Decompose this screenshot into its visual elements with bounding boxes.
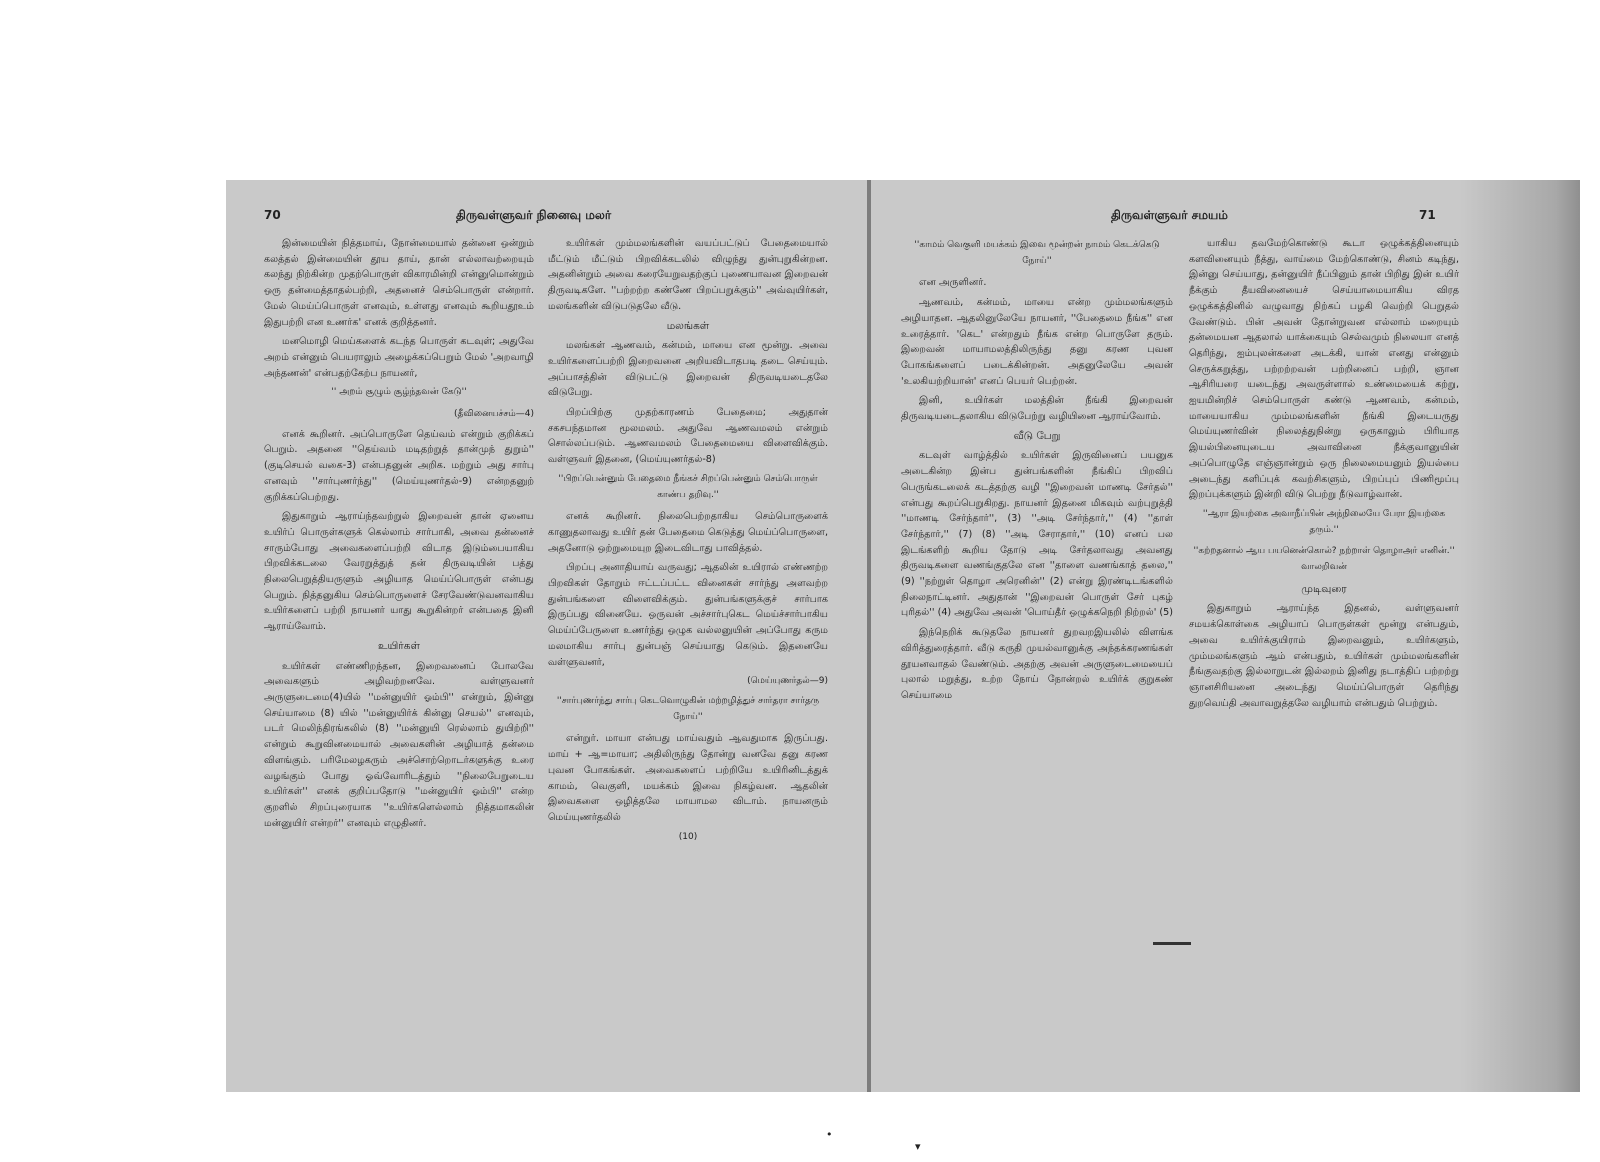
paragraph: என அருளினர். — [919, 277, 987, 289]
paragraph: எனக் கூறினர். அப்பொருளே தெய்வம் என்றும் குறிக்கப் பெறும். அதனை ''தெய்வம் மடிதற்றுத் தான்முந் துறும்'' (குடிசெயல் வகை-3) என்பதனுன் அறிக. மற்றும் அது சார்பு எனவும் ''சார்புணர்ந்து'' (மெய்யுணர்தல்-9) என்றதனுற் குறிக்கப்பெற்றது. — [264, 428, 534, 503]
section-heading: வீடு பேறு — [1013, 429, 1061, 442]
paragraph: எனக் கூறினர். நிலைபெற்றதாகிய செம்பொருளைக் காணுதலாவது உயிர் தன் பேதைமை கெடுத்து மெய்ப்பொருளை, அதனோடு ஒற்றுமையுற இடைவிடாது பாவித்தல். — [548, 511, 828, 554]
page-number-right: 71 — [1419, 208, 1436, 222]
right-page — [871, 180, 1580, 1092]
paragraph: என்றுர். மாயா என்பது மாய்வதும் ஆவதுமாக இருப்பது. மாய் + ஆ=மாயா; அதிலிருந்து தோன்று வனவே தனு கரண புவன போகங்கள். அவைகளைப் பற்றியே உயிரினிடத்துக் காமம், வெகுளி, மயக்கம் இவை நிகழ்வன. ஆதலின் இவைகளை ஒழித்தலே மாயாமல விடாம். நாயனரும் மெய்யுணர்தலில் — [548, 733, 828, 823]
running-header-left: திருவள்ளுவர் நினைவு மலர் — [456, 208, 612, 222]
paragraph: ஆணவம், கன்மம், மாயை என்ற மும்மலங்களும் அழியாதன. ஆதலினுலேயே நாயனர், ''பேதைமை நீங்க'' என உரைத்தார். 'கெட' என்றதும் நீங்க என்ற பொருளே தரும். இறைவன் மாயாமலத்திலிருந்து தனு கரண புவன போகங்களைப் படைக்கின்றன். அதனுலேயே அவன் 'உலகியற்றியான்' எனப் பெயர் பெற்றன். — [901, 297, 1173, 387]
page-number-left: 70 — [264, 208, 281, 222]
scan-speck: ▾ — [915, 1140, 921, 1153]
quotation: ''பிறப்பென்னும் பேதைமை நீங்கச் சிறப்பென்னும் செம்பொருள் காண்ப தறிவு.'' — [558, 473, 818, 500]
section-heading: உயிர்கள் — [378, 639, 420, 652]
paragraph: இதுகாறும் ஆராய்ந்தவற்றுல் இறைவன் தான் ஏனைய உயிர்ப் பொருள்களுக் கெல்லாம் சார்பாகி, அவை தன்னைச் சாரும்போது அவைகளைப்பற்றி விடாத இடும்பையாகிய பிறவிக்கடலை வேரறுத்துத் தன் திருவடியின் பத்து நிலைபெறுத்தியருளும் அழியாத மெய்ப்பொருள் என்பது பெறும். நித்தனுகிய செம்பொருளைச் சேரவேண்டுவனவாகிய உயிர்களைப் பற்றி நாயனர் யாது கூறுகின்றர் என்பதை இனி ஆராய்வோம். — [264, 511, 534, 633]
left-page — [226, 180, 871, 1092]
quotation: ''ஆரா இயற்கை அவாநீப்பின் அந்நிலையே பேரா இயற்கை தரும்.'' — [1202, 508, 1446, 535]
quotation: '' அறம் சூழும் சூழ்ந்தவன் கேடு'' — [331, 387, 467, 398]
paragraph: உயிர்கள் எண்ணிறந்தன, இறைவனைப் போலவே அவைகளும் அழிவற்றனவே. வள்ளுவனர் அருளுடைமை(4)யில் ''மன்னுயிர் ஓம்பி'' என்றும், இன்னு செய்யாமை (8) யில் ''மன்னுயிர்க் கின்னு செயல்'' எனவும், படர் மெலிந்திரங்கலில் (8) ''மன்னுயி ரெல்லாம் துயிற்றி'' என்றும் கூறுவினமையால் அவைகளின் அழியாத் தன்மை விளங்கும். பரிமேலழகரும் அச்சொற்றொடர்களுக்கு உரை வழங்கும் போது ஓவ்வோரிடத்தும் ''நிலைபேறுடைய உயிர்கள்'' எனக் குறிப்பதோடு ''மன்னுயிர் ஓம்பி'' என்ற குறளில் சிறப்புரையாக ''உயிர்களெல்லாம் நித்தமாகலின் மன்னுயிர் என்றர்'' எனவும் எழுதினர். — [264, 660, 534, 829]
paragraph: பிறப்பிற்கு முதற்காரணம் பேதைமை; அதுதான் சகசபந்தமான மூலமலம். அதுவே ஆணவமலம் என்றும் சொல்லப்படும். ஆணவமலம் பேதைமையை விளைவிக்கும். வள்ளுவர் இதனை, (மெய்யுணர்தல்-8) — [548, 407, 828, 466]
paragraph: பிறப்பு அனாதியாய் வருவது; ஆதலின் உயிரால் எண்ணற்ற பிறவிகள் தோறும் ஈட்டப்பட்ட வினைகள் சார்ந்து அளவற்ற துன்பங்களை விளைவிக்கும். துன்பங்களுக்குச் சார்பாக இருப்பது வினையே. ஒருவன் அச்சார்புகெட மெய்ச்சார்பாகிய மெய்ப்பேருளை உணர்ந்து ஒழுக வல்லனுயின் அப்போது கரும மலமாகிய சார்பு துன்பஞ் செய்யாது கெடும். இதனையே வள்ளுவனர், — [548, 562, 828, 668]
printer-mark — [1153, 942, 1191, 945]
quotation: ''காமம் வெகுளி மயக்கம் இவை மூன்றன் நாமம் கெடக்கெடு நோய்'' — [914, 240, 1160, 266]
citation: (தீவினையச்சம்—4) — [453, 409, 534, 420]
paragraph: மனமொழி மெய்களைக் கடந்த பொருள் கடவுள்; அதுவே அறம் என்னும் பெயராலும் அழைக்கப்பெறும் மேல் 'அறவாழி அந்தணன்' என்பதற்கேற்ப நாயனர், — [264, 336, 534, 379]
paragraph: இன்மையின் நித்தமாய், நோன்மையால் தன்னை ஒன்றும் கலத்தல் இன்மையின் தூய தாய், தான் எல்லாவற்றையும் கலந்து நிற்கின்ற முதற்பொருள் விகாரமின்றி என்னுமொன்றும் ஒரு தன்மைத்தாதல்பற்றி, அதனைச் செம்பொருள் என்றார். மேல் மெய்ப்பொருள் எனவும், உள்ளது எனவும் கூறியதூஉம் இதுபற்றி என உணர்க' எனக் குறித்தனர். — [264, 238, 534, 328]
quotation: ''சார்புணர்ந்து சார்பு கெடவொழுகின் மற்றழித்துச் சார்தரா சார்தரு நோய்'' — [556, 695, 820, 722]
scan-speck: • — [826, 1128, 833, 1141]
paragraph: கடவுள் வாழ்த்தில் உயிர்கள் இருவினைப் பயனுக அடைகின்ற இன்ப துன்பங்களின் நீங்கிப் பிறவிப் பெருங்கடலைக் கடத்தற்கு வழி ''இறைவன் மாணடி சேர்தல்'' என்பது கூறப்பெறுகிறது. நாயனர் இதனை மிகவும் வற்புறுத்தி ''மாணடி சேர்ந்தார்'', (3) ''அடி சேர்ந்தார்,'' (4) ''தாள் சேர்ந்தார்,'' (7) (8) ''அடி சேராதார்,'' (10) எனப் பல இடங்களிற் கூறிய தோடு அடி சேர்தலாவது அவனது திருவடிகளை வணங்குதலே என ''தாளை வணங்காத் தலை,'' (9) ''நற்றுள் தொழா அரெனின்'' (2) என்று இரண்டிடங்களில் நிலைநாட்டினர். அதுதான் ''இறைவன் பொருள் சேர் புகழ் புரிதல்'' (4) அதுவே அவன் 'பொய்தீர் ஒழுக்கநெறி நிற்றல்' (5) — [901, 450, 1173, 619]
left-page-column-2 — [548, 236, 828, 851]
paragraph: மலங்கள் ஆணவம், கன்மம், மாயை என மூன்று. அவை உயிர்களைப்பற்றி இறைவனை அறியவிடாதபடி தடை செய்யும். அப்பாசத்தின் விடுபட்டு இறைவன் திருவடியடைதலே விடுபேறு. — [548, 340, 828, 399]
paragraph: யாகிய தவமேற்கொண்டு கூடா ஒழுக்கத்தினையும் களவினையும் நீத்து, வாய்மை மேற்கொண்டு, சினம் கடிந்து, இன்னு செய்யாது, தன்னுயிர் நீப்பினும் தான் பிறிது இன் உயிர் நீக்கும் தீயவினையைச் செய்யாமையாகிய விரத ஒழுக்கத்தினில் வழுவாது நிற்கப் பழகி வெற்றி பெறுதல் வேண்டும். பின் அவன் தோன்றுவன எல்லாம் மறையும் தன்மையன ஆதலால் யாக்கையும் செல்வமும் நிலையா எனத் தெரிந்து, ஐம்புலன்களை அடக்கி, யான் எனது என்னும் செருக்கறுத்து, பற்றற்றவன் பற்றினைப் பற்றி, ஞான ஆசிரியரை யடைந்து அவருள்ளால் உண்மையைக் கற்று, ஐயமின்றிச் செம்பொருள் கண்டு ஆணவம், கன்மம், மாயையாகிய மும்மலங்களின் நீங்கி இடையருது மெய்யுணர்வின் நிலைத்துநின்று ஒருகாலும் பிரியாத இயல்பினையுடைய அவாவினை நீக்குவானுயின் அப்பொழுதே எஞ்ஞான்றும் ஒரு நிலைமையனும் இயல்பை அடைந்து களிப்புக் கவற்சிகளும், பிறப்புப் பிணிமூப்பு இறப்புக்களும் இன்றி விடு பெற்று நீடுவாழ்வான். — [1189, 238, 1459, 501]
book-spread — [226, 180, 1580, 1092]
paragraph: இனி, உயிர்கள் மலத்தின் நீங்கி இறைவன் திருவடியடைதலாகிய விடுபேற்று வழியினை ஆராய்வோம். — [901, 395, 1173, 423]
paragraph: உயிர்கள் மும்மலங்களின் வயப்பட்டுப் பேதைமையால் மீட்டும் மீட்டும் பிறவிக்கடலில் விழுந்து துன்புறுகின்றன. அதனின்றும் அவை கரையேறுவதற்குப் புணையாவன இறைவன் திருவடிகளே. ''பற்றற்ற கண்ணே பிறப்பறுக்கும்'' அவ்வுயிர்கள், மலங்களின் விடுபடுதலே வீடு. — [548, 238, 828, 312]
section-heading: முடிவுரை — [1301, 582, 1347, 595]
quotation: ''கற்றதனால் ஆய பயனென்கொல்? நற்றாள் தொழாஅர் எனின்.'' வாலறிவன் — [1193, 546, 1455, 573]
running-header-right: திருவள்ளுவர் சமயம் — [1111, 208, 1228, 222]
citation: (மெய்யுணர்தல்—9) — [747, 676, 828, 687]
section-heading: மலங்கள் — [666, 319, 710, 332]
left-page-column-1 — [264, 236, 534, 835]
paragraph: இந்நெறிக் கூடுதலே நாயனர் துறவறஇயலில் விளங்க விரித்துரைத்தார். வீடு கருதி முயல்வானுக்கு அந்தக்கரணங்கள் தூயனவாதல் வேண்டும். அதற்கு அவன் அருளுடைமையைப் புலால் மறுத்து, உற்ற நோய் நோன்றல் உயிர்க் குறுகண் செய்யாமை — [901, 627, 1173, 701]
quotation: (10) — [678, 831, 698, 842]
paragraph: இதுகாறும் ஆராய்ந்த இதனல், வள்ளுவனர் சமயக்கொள்கை அழியாப் பொருள்கள் மூன்று என்பதும், அவை உயிர்க்குயிராம் இறைவனும், உயிர்களும், மும்மலங்களும் ஆம் என்பதும், உயிர்கள் மும்மலங்களின் நீங்குவதற்கு இல்லாறுடன் இல்லறம் இனிது நடாத்திப் பற்றற்று ஞானசிரியனை அடைந்து மெய்ப்பொருள் தெரிந்து துறவெய்தி அவாவறுத்தலே வழியாம் என்பதும் பெற்றும். — [1189, 603, 1459, 709]
right-page-column-1 — [901, 236, 1173, 708]
right-page-column-2 — [1189, 236, 1459, 715]
